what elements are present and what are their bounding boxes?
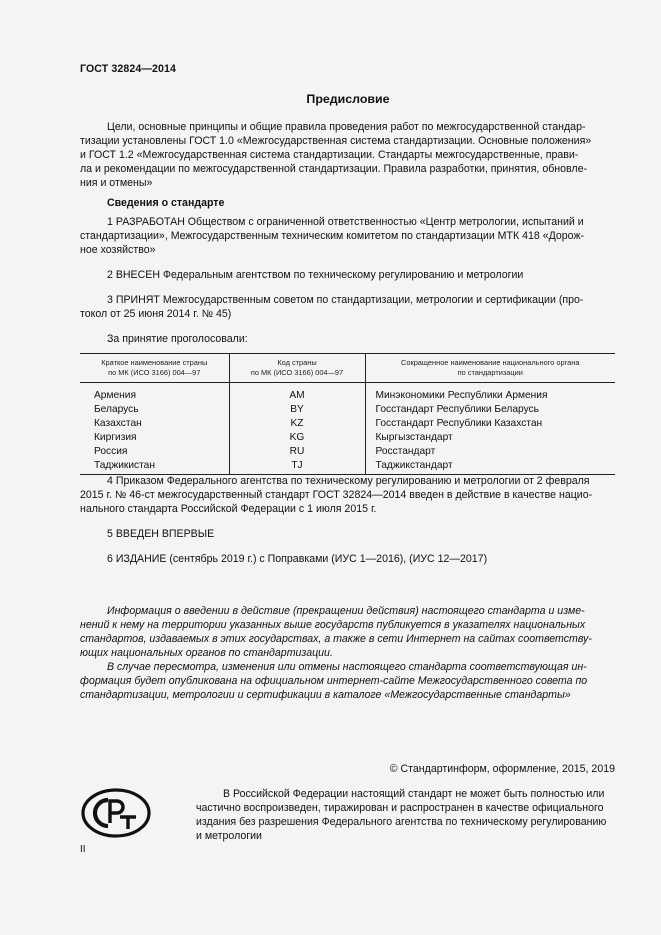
item-1-developed [80, 215, 615, 257]
note-line: ющих национальных органов по стандартизации. [80, 647, 333, 659]
item-line: 4 Приказом Федерального агентства по техническому регулированию и метрологии от 2 февраля [107, 475, 590, 487]
copyright-line: © Стандартинформ, оформление, 2015, 2019 [389, 763, 615, 775]
header-line: по МК (ИСО 3166) 004—97 [250, 368, 344, 377]
authority-cell: Госстандарт Республики Казахстан [365, 417, 615, 431]
code-cell: BY [229, 403, 365, 417]
item-4-order [80, 474, 615, 516]
header-line: Код страны [277, 358, 317, 367]
item-line: 1 РАЗРАБОТАН Обществом с ограниченной ответственностью «Центр метрологии, испытаний и [107, 216, 584, 228]
intro-line: Цели, основные принципы и общие правила проведения работ по межгосударственной стандар- [107, 121, 586, 133]
country-cell: Казахстан [94, 418, 142, 429]
column-header-code [229, 354, 365, 383]
code-cell: KG [229, 431, 365, 445]
intro-line: и ГОСТ 1.2 «Межгосударственная система стандартизации. Стандарты межгосударственные, прави- [80, 149, 579, 161]
table-row [80, 383, 615, 404]
item-line: нального стандарта Российской Федерации с 1 июля 2015 г. [80, 503, 377, 515]
item-6-edition [80, 552, 615, 566]
page-number: II [80, 844, 86, 855]
info-note-revision [80, 660, 615, 702]
table-row [80, 459, 615, 475]
item-line: 3 ПРИНЯТ Межгосударственным советом по стандартизации, метрологии и сертификации (про- [107, 294, 584, 306]
note-line: нений к нему на территории указанных выше государств публикуется в указателях национальных [80, 619, 586, 631]
note-line: стандартов, издаваемых в этих государствах, а также в сети Интернет на сайтах соответству- [80, 633, 592, 645]
notice-line: частично воспроизведен, тиражирован и распространен в качестве официального [196, 802, 604, 814]
code-cell: TJ [229, 459, 365, 475]
header-line: Краткое наименование страны [101, 358, 208, 367]
intro-line: ла и рекомендации по межгосударственной стандартизации. Правила разработки, принятия, обновле- [80, 163, 588, 175]
country-cell: Таджикистан [80, 459, 229, 475]
header-line: по стандартизации [457, 368, 523, 377]
note-line: Информация о введении в действие (прекращении действия) настоящего стандарта и изме- [107, 605, 585, 617]
intro-paragraph [80, 120, 615, 190]
authority-cell: Госстандарт Республики Беларусь [365, 403, 615, 417]
item-line: токол от 25 июня 2014 г. № 45) [80, 308, 232, 320]
item-5-first-introduced [80, 527, 615, 541]
item-2-introduced [80, 268, 615, 282]
authority-cell: Минэкономики Республики Армения [365, 383, 615, 404]
authority-cell: Таджикстандарт [365, 459, 615, 475]
about-standard-heading: Сведения о стандарте [107, 197, 225, 209]
notice-line: В Российской Федерации настоящий стандарт не может быть полностью или [223, 788, 605, 800]
rst-certification-mark-icon [80, 787, 152, 843]
item-line: 5 ВВЕДЕН ВПЕРВЫЕ [107, 528, 215, 540]
country-cell: Киргизия [94, 432, 137, 443]
column-header-country [80, 354, 229, 383]
country-cell: Россия [94, 446, 128, 457]
russian-federation-notice [196, 787, 615, 843]
notice-line: и метрологии [196, 830, 262, 842]
table-row [80, 403, 615, 417]
country-cell: Армения [94, 390, 136, 401]
code-cell: AM [229, 383, 365, 404]
page-title: Предисловие [306, 92, 390, 106]
column-header-authority [365, 354, 615, 383]
code-cell: RU [229, 445, 365, 459]
item-line: ное хозяйство» [80, 244, 156, 256]
authority-cell: Кыргызстандарт [365, 431, 615, 445]
item-line: 6 ИЗДАНИЕ (сентябрь 2019 г.) с Поправками (ИУС 1—2016), (ИУС 12—2017) [107, 553, 488, 565]
header-line: Сокращенное наименование национального органа [401, 358, 580, 367]
table-header-row [80, 354, 615, 383]
table-row [80, 445, 615, 459]
note-line: В случае пересмотра, изменения или отмены настоящего стандарта соответствующая ин- [107, 661, 587, 673]
item-line: 2 ВНЕСЕН Федеральным агентством по техническому регулированию и метрологии [107, 269, 524, 281]
item-line: стандартизации», Межгосударственным техническим комитетом по стандартизации МТК 418 «Дорож- [80, 230, 585, 242]
voted-text: За принятие проголосовали: [107, 333, 248, 345]
authority-cell: Росстандарт [365, 445, 615, 459]
table-row [80, 417, 615, 431]
info-note-publication [80, 604, 615, 660]
voting-countries-table [80, 353, 615, 475]
intro-line: ния и отмены» [80, 177, 153, 189]
standard-code-header: ГОСТ 32824—2014 [80, 63, 177, 75]
table-row [80, 431, 615, 445]
intro-line: тизации установлены ГОСТ 1.0 «Межгосударственная система стандартизации. Основные положения» [80, 135, 592, 147]
code-cell: KZ [229, 417, 365, 431]
voted-for-label [80, 332, 615, 346]
note-line: формация будет опубликована на официальном интернет-сайте Межгосударственного совета по [80, 675, 588, 687]
country-cell: Беларусь [94, 404, 139, 415]
notice-line: издания без разрешения Федерального агентства по техническому регулированию [196, 816, 607, 828]
item-line: 2015 г. № 46-ст межгосударственный стандарт ГОСТ 32824—2014 введен в действие в качестве нацио- [80, 489, 593, 501]
header-line: по МК (ИСО 3166) 004—97 [108, 368, 201, 377]
item-3-adopted [80, 293, 615, 321]
note-line: стандартизации, метрологии и сертификации в каталоге «Межгосударственные стандарты» [80, 689, 571, 701]
